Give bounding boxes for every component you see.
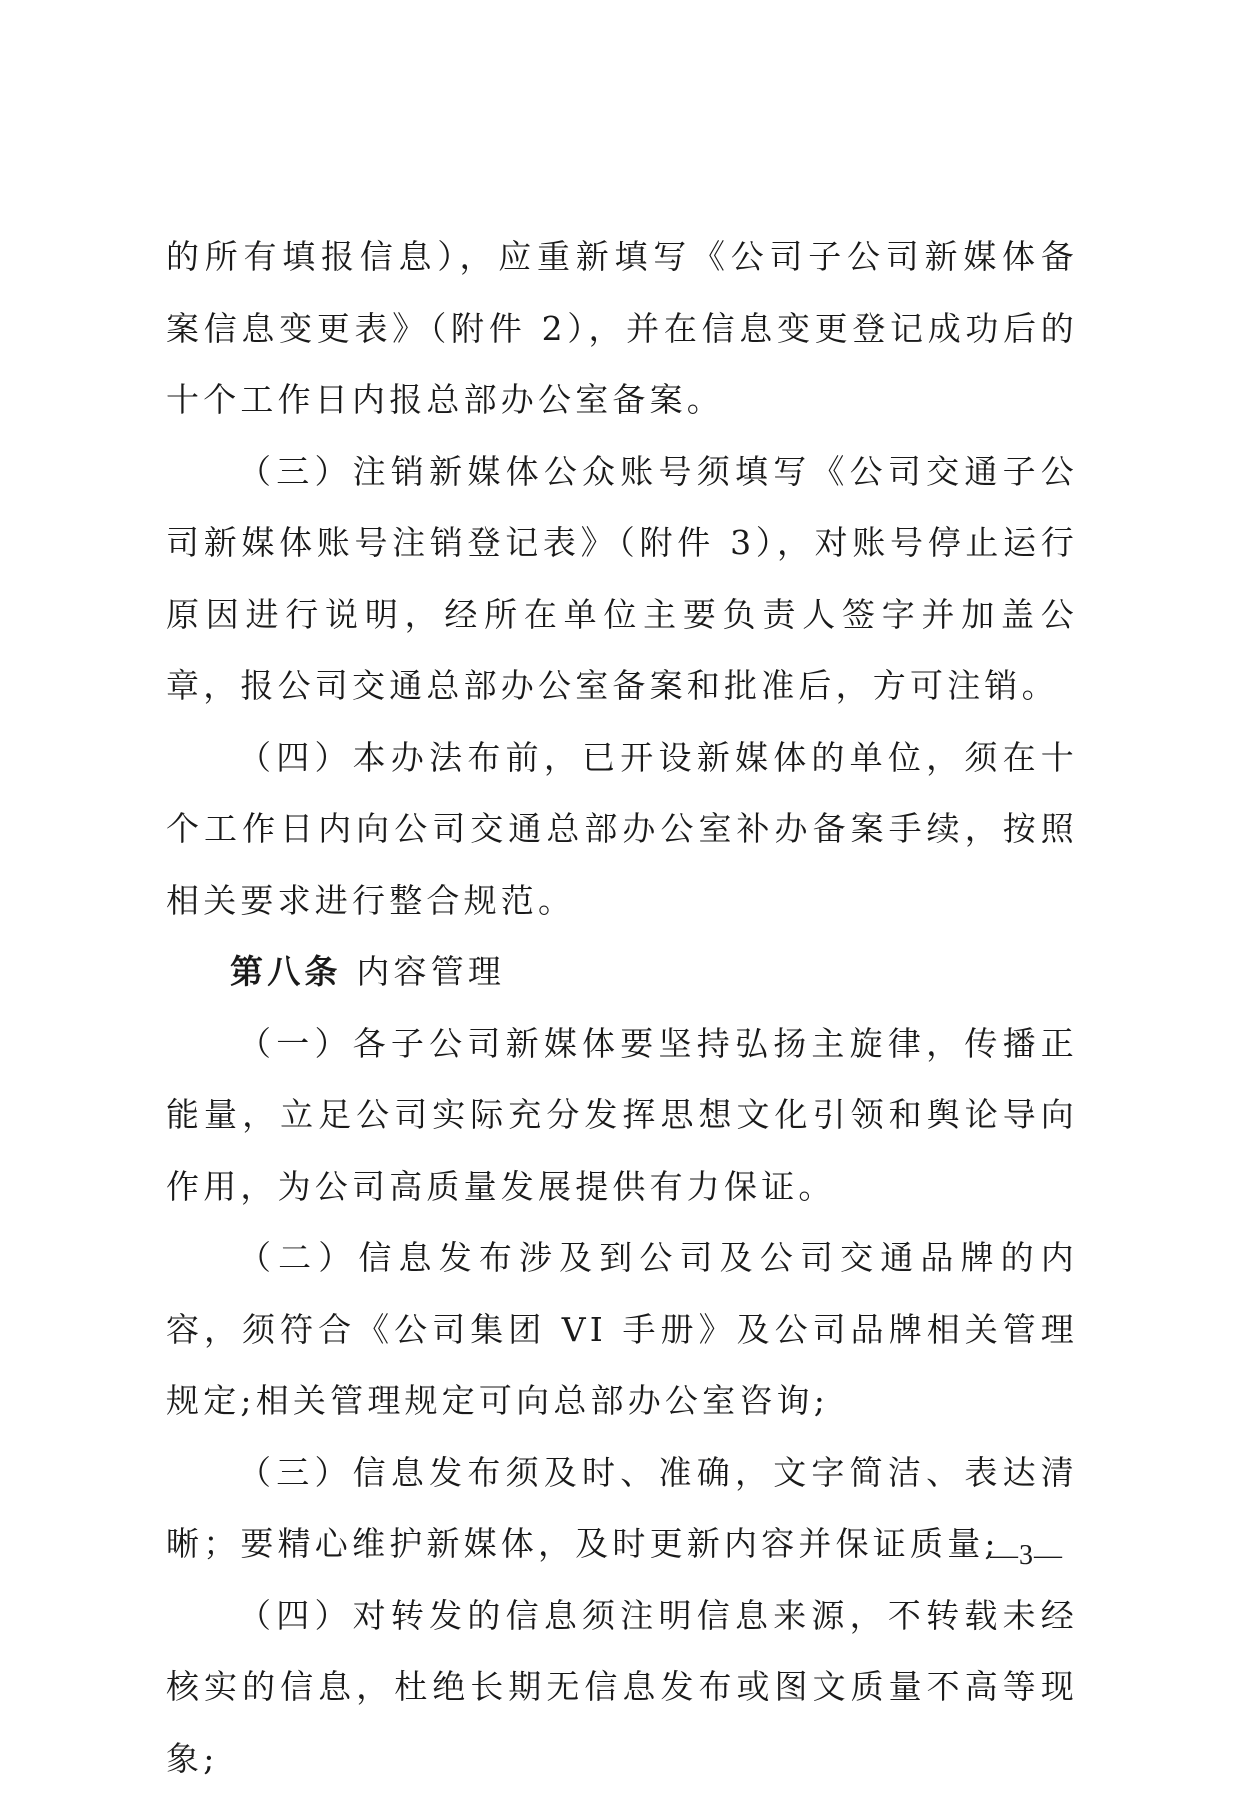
paragraph-item-3: （三）注销新媒体公众账号须填写《公司交通子公司新媒体账号注销登记表》（附件 3），对账号停止运行原因进行说明，经所在单位主要负责人签字并加盖公章，报公司交通总部办公室备案和批准后，方可注销。 <box>166 436 1078 722</box>
article-item-2: （二）信息发布涉及到公司及公司交通品牌的内容，须符合《公司集团 VI 手册》及公司品牌相关管理规定;相关管理规定可向总部办公室咨询; <box>166 1222 1078 1437</box>
article-heading <box>166 936 1078 1008</box>
article-item-3: （三）信息发布须及时、准确，文字简洁、表达清晰；要精心维护新媒体，及时更新内容并保证质量; <box>166 1437 1078 1580</box>
article-label: 第八条 <box>230 952 342 991</box>
article-title: 内容管理 <box>356 952 505 991</box>
document-body <box>166 221 1078 1794</box>
article-item-1: （一）各子公司新媒体要坚持弘扬主旋律，传播正能量，立足公司实际充分发挥思想文化引领和舆论导向作用，为公司高质量发展提供有力保证。 <box>166 1008 1078 1223</box>
paragraph-continued: 的所有填报信息），应重新填写《公司子公司新媒体备案信息变更表》（附件 2），并在信息变更登记成功后的十个工作日内报总部办公室备案。 <box>166 221 1078 436</box>
paragraph-item-4: （四）本办法布前，已开设新媒体的单位，须在十个工作日内向公司交通总部办公室补办备案手续，按照相关要求进行整合规范。 <box>166 722 1078 937</box>
page-number: —3— <box>990 1538 1063 1574</box>
article-item-4: （四）对转发的信息须注明信息来源，不转载未经核实的信息，杜绝长期无信息发布或图文质量不高等现象; <box>166 1580 1078 1794</box>
